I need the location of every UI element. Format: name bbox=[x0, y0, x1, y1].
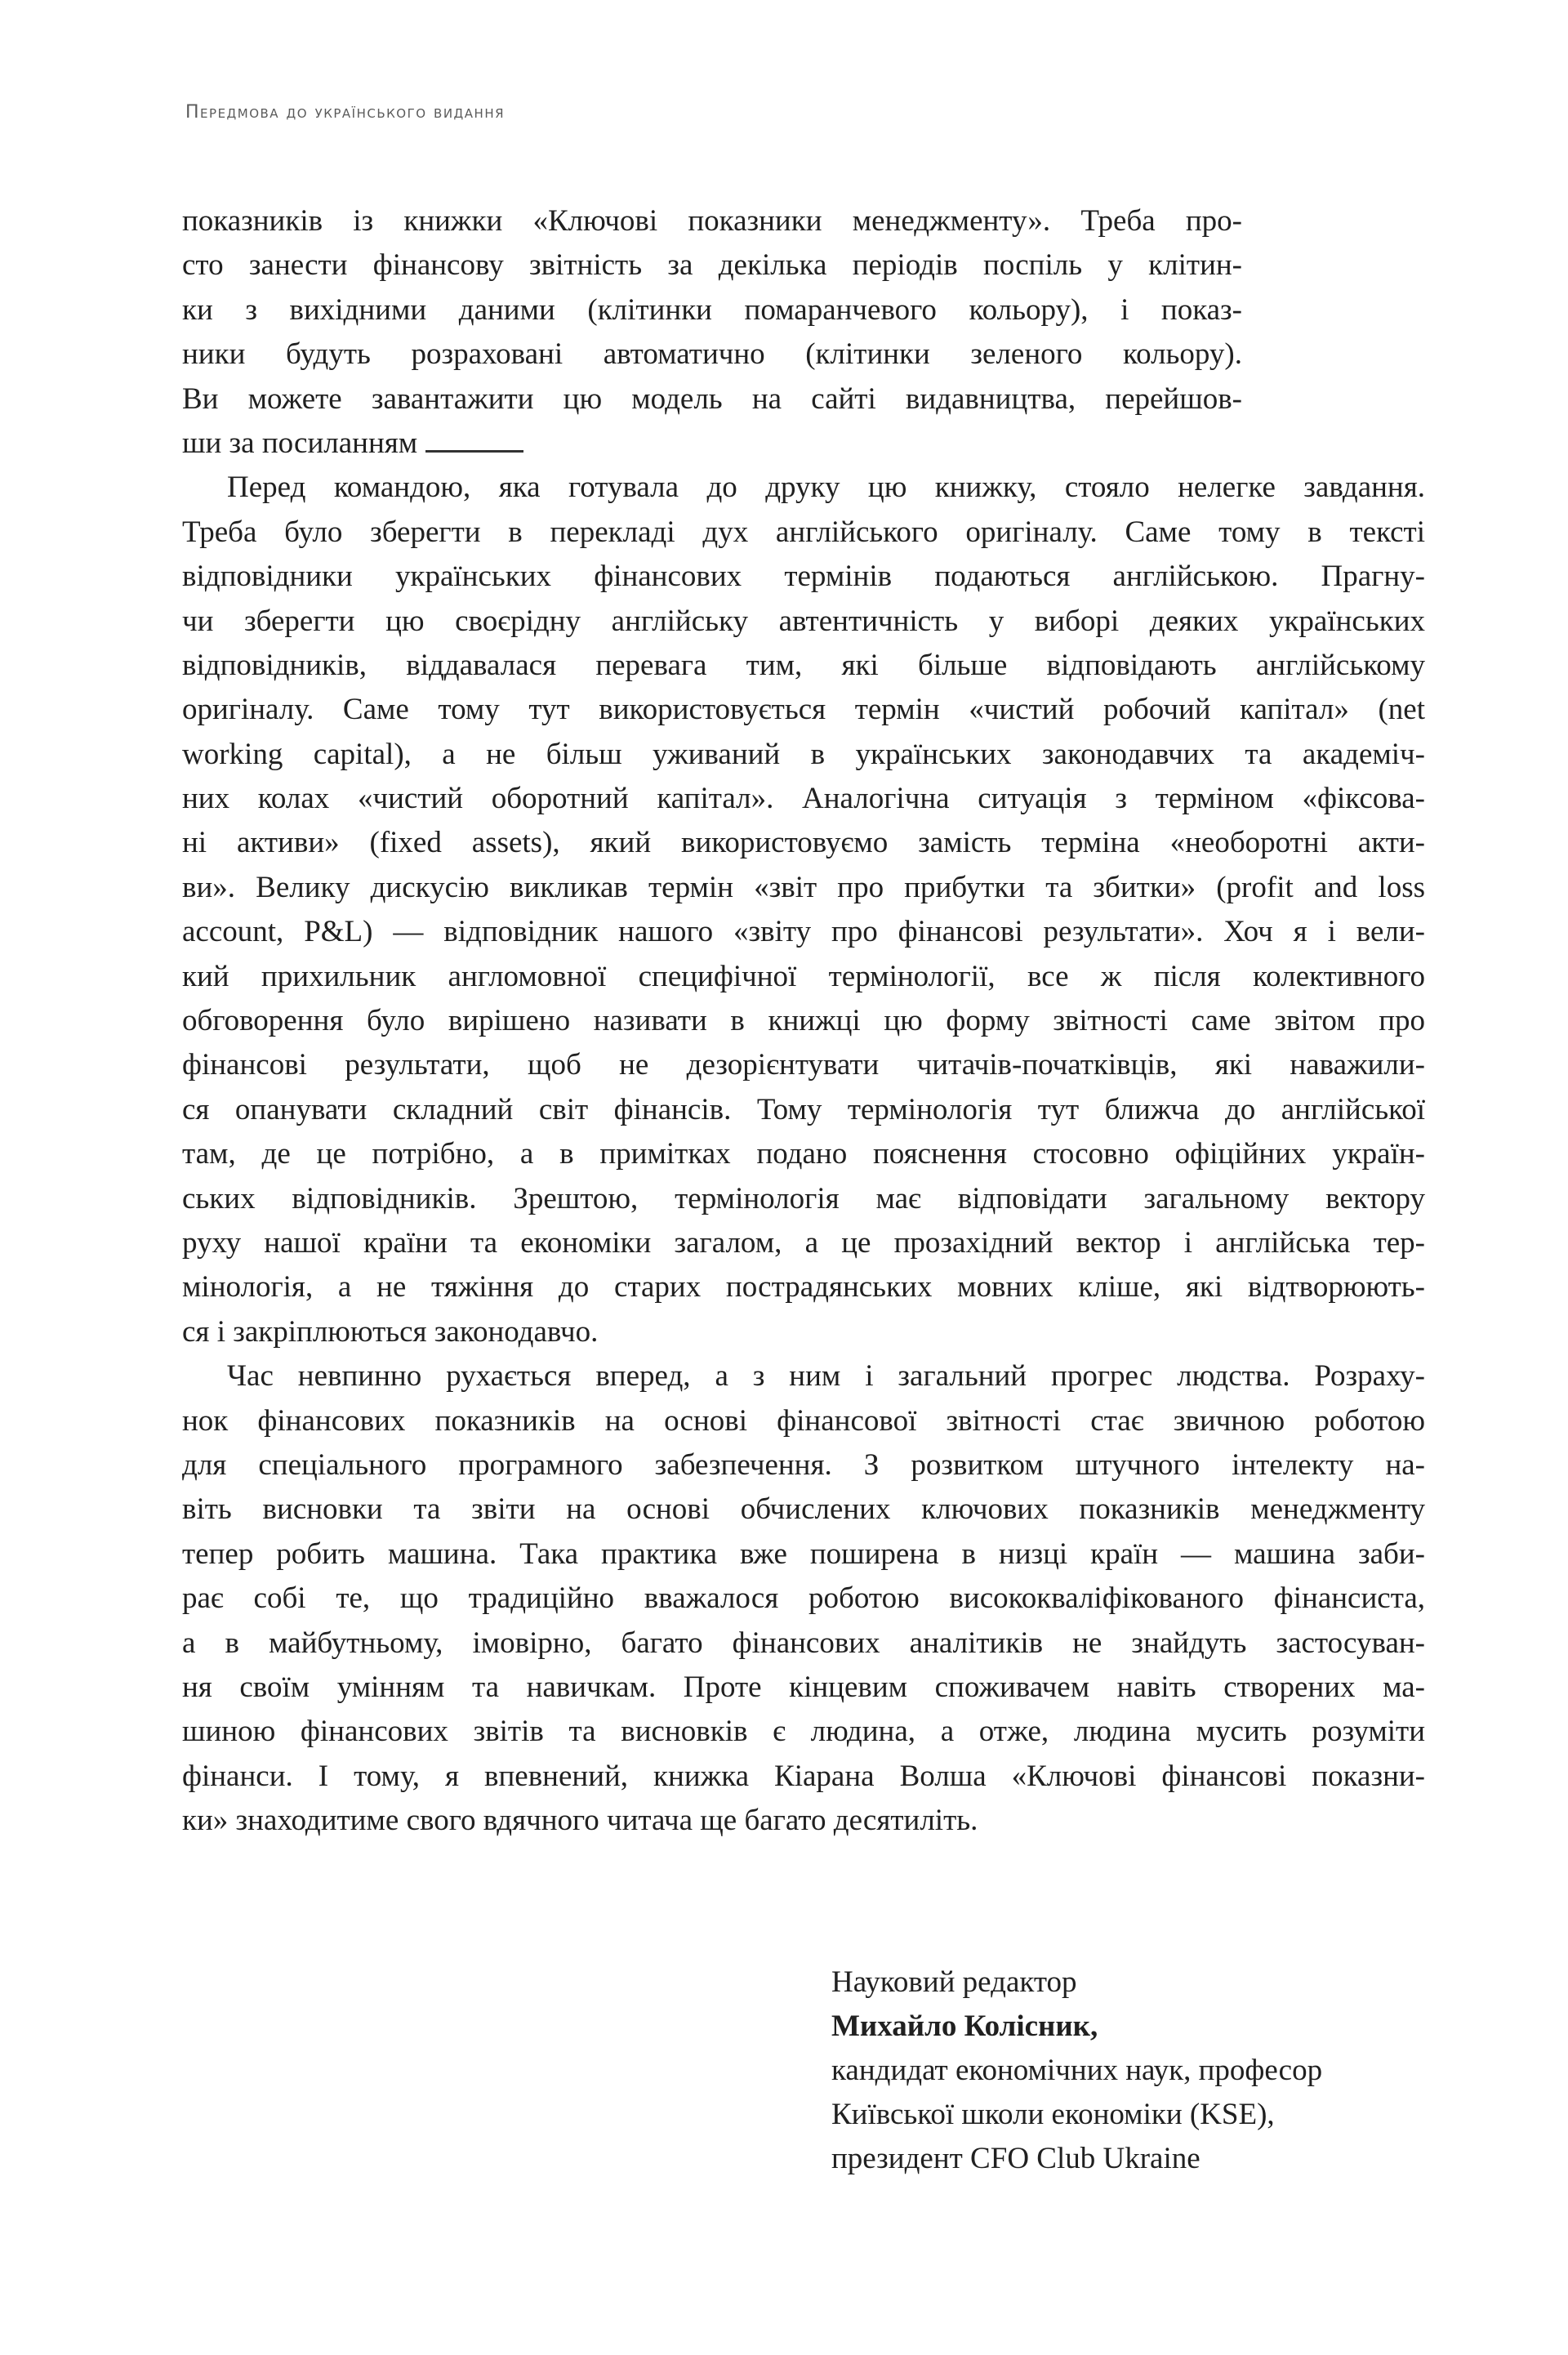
running-head: Передмова до українського видання bbox=[185, 102, 506, 123]
text-line: а в майбутньому, імовірно, багато фінансових аналітиків не знайдуть застосуван- bbox=[182, 1626, 1425, 1660]
text-line: віть висновки та звіти на основі обчислених ключових показників менеджменту bbox=[182, 1492, 1425, 1527]
text-line: ся опанувати складний світ фінансів. Тому термінологія тут ближча до англійської bbox=[182, 1092, 1425, 1126]
paragraph-3 bbox=[182, 1354, 1425, 1843]
text-line: чи зберегти цю своєрідну англійську автентичність у виборі деяких українських bbox=[182, 604, 1425, 638]
text-line: Перед командою, яка готувала до друку цю книжку, стояло нелегке завдання. bbox=[227, 471, 1425, 505]
text-line: ки» знаходитиме свого вдячного читача ще багато десятиліть. bbox=[182, 1804, 978, 1838]
text-line: Час невпинно рухається вперед, а з ним і загальний прогрес людства. Розраху- bbox=[227, 1359, 1425, 1394]
editor-title-line: Київської школи економіки (KSE), bbox=[831, 2098, 1275, 2131]
text-line: тепер робить машина. Така практика вже поширена в низці країн — машина заби- bbox=[182, 1537, 1425, 1571]
text-line: рає собі те, що традиційно вважалося роботою висококваліфікованого фінансиста, bbox=[182, 1581, 1425, 1616]
text-line: мінологія, а не тяжіння до старих пострадянських мовних кліше, які відтворюють- bbox=[182, 1270, 1425, 1305]
text-line: ки з вихідними даними (клітинки помаранчевого кольору), і показ- bbox=[182, 292, 1242, 327]
text-line: показників із книжки «Ключові показники менеджменту». Треба про- bbox=[182, 204, 1242, 238]
editor-name: Михайло Колісник, bbox=[831, 2009, 1098, 2043]
text-line: ні активи» (fixed assets), який використовуємо замість терміна «необоротні акти- bbox=[182, 826, 1425, 860]
paragraph-2 bbox=[182, 466, 1425, 1354]
text-line: там, де це потрібно, а в примітках подано пояснення стосовно офіційних україн- bbox=[182, 1137, 1425, 1171]
text-line: відповідників, віддавалася перевага тим, які більше відповідають англійському bbox=[182, 648, 1425, 682]
text-line: оригіналу. Саме тому тут використовується термін «чистий робочий капітал» (net bbox=[182, 693, 1425, 727]
text-line: обговорення було вирішено називати в книжці цю форму звітності саме звітом про bbox=[182, 1004, 1425, 1038]
text-line: ви». Велику дискусію викликав термін «звіт про прибутки та збитки» (profit and loss bbox=[182, 870, 1425, 904]
text-line: нок фінансових показників на основі фінансової звітності стає звичною роботою bbox=[182, 1403, 1425, 1438]
text-line: для спеціального програмного забезпечення. З розвитком штучного інтелекту на- bbox=[182, 1447, 1425, 1482]
editor-title-line: кандидат економічних наук, професор bbox=[831, 2054, 1323, 2087]
text-line: ня своїм умінням та навичкам. Проте кінцевим споживачем навіть створених ма- bbox=[182, 1670, 1425, 1704]
text-line: ники будуть розраховані автоматично (клітинки зеленого кольору). bbox=[182, 337, 1242, 372]
editor-title-line: президент CFO Club Ukraine bbox=[831, 2142, 1200, 2175]
text-line: шиною фінансових звітів та висновків є людина, а отже, людина мусить розуміти bbox=[182, 1715, 1425, 1749]
text-line: руху нашої країни та економіки загалом, а це прозахідний вектор і англійська тер- bbox=[182, 1225, 1425, 1260]
text-line: Ви можете завантажити цю модель на сайті видавництва, перейшов- bbox=[182, 381, 1242, 416]
text-line: фінанси. І тому, я впевнений, книжка Кіарана Волша «Ключові фінансові показни- bbox=[182, 1759, 1425, 1793]
text-line-with-link bbox=[182, 421, 1242, 466]
text-line: ських відповідників. Зрештою, термінологія має відповідати загальному вектору bbox=[182, 1181, 1425, 1215]
editor-role: Науковий редактор bbox=[831, 1965, 1077, 1999]
paragraph-1 bbox=[182, 199, 1425, 466]
link-placeholder-blank bbox=[425, 422, 523, 453]
text-line: кий прихильник англомовної специфічної термінології, все ж після колективного bbox=[182, 959, 1425, 993]
body-text bbox=[182, 199, 1425, 1843]
text-line: account, P&L) — відповідник нашого «звіту про фінансові результати». Хоч я і вели- bbox=[182, 915, 1425, 949]
text-line: них колах «чистий оборотний капітал». Аналогічна ситуація з терміном «фіксова- bbox=[182, 782, 1425, 816]
text-line: ши за посиланням bbox=[182, 426, 418, 460]
text-line: сто занести фінансову звітність за декілька періодів поспіль у клітин- bbox=[182, 248, 1242, 283]
text-line: working capital), а не більш уживаний в українських законодавчих та академіч- bbox=[182, 737, 1425, 771]
text-line: ся і закріплюються законодавчо. bbox=[182, 1314, 599, 1349]
signature-block bbox=[831, 1960, 1322, 2181]
text-line: Треба було зберегти в перекладі дух англійського оригіналу. Саме тому в тексті bbox=[182, 515, 1425, 549]
text-line: фінансові результати, щоб не дезорієнтувати читачів-початківців, які наважили- bbox=[182, 1048, 1425, 1082]
text-line: відповідники українських фінансових термінів подаються англійською. Прагну- bbox=[182, 560, 1425, 594]
